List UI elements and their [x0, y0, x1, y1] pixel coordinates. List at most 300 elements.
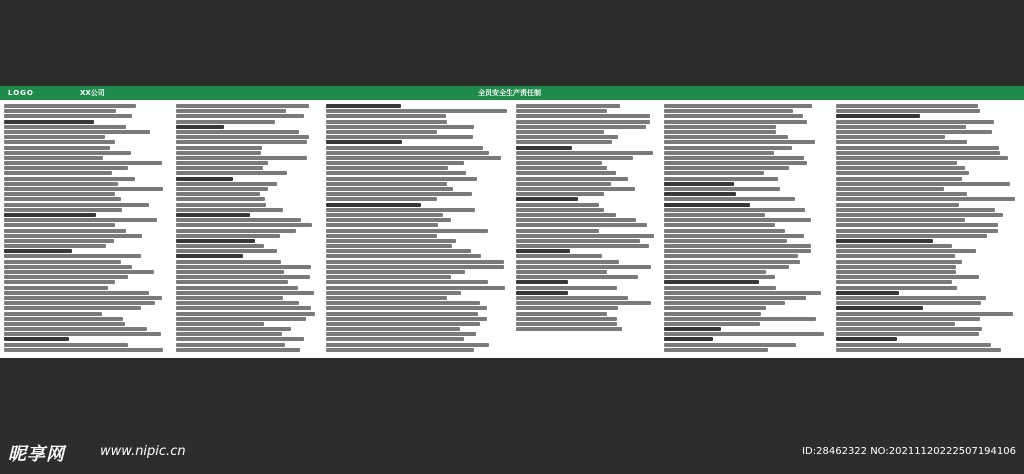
text-line — [664, 114, 803, 118]
text-line — [326, 177, 477, 181]
text-line — [4, 239, 114, 243]
text-line — [516, 197, 578, 201]
text-line — [176, 306, 311, 310]
text-line — [176, 197, 265, 201]
text-line — [516, 182, 611, 186]
text-line — [176, 234, 280, 238]
text-line — [326, 109, 507, 113]
text-line — [4, 286, 108, 290]
text-line — [4, 104, 136, 108]
text-line — [516, 151, 653, 155]
text-line — [4, 120, 94, 124]
text-line — [516, 223, 647, 227]
text-line — [516, 265, 651, 269]
text-line — [516, 156, 633, 160]
text-line — [664, 229, 785, 233]
text-line — [836, 312, 1013, 316]
text-line — [516, 322, 617, 326]
text-line — [836, 213, 1003, 217]
text-line — [836, 104, 978, 108]
text-line — [516, 146, 572, 150]
text-line — [176, 301, 299, 305]
text-line — [326, 306, 487, 310]
text-line — [326, 213, 443, 217]
text-line — [176, 187, 268, 191]
text-line — [516, 270, 607, 274]
text-line — [664, 312, 761, 316]
text-line — [4, 223, 115, 227]
text-line — [176, 291, 314, 295]
watermark-brand: 昵享网 — [8, 444, 65, 465]
text-line — [176, 192, 260, 196]
text-line — [176, 208, 283, 212]
text-line — [176, 203, 266, 207]
text-line — [176, 171, 287, 175]
text-line — [516, 291, 568, 295]
text-line — [516, 161, 602, 165]
text-line — [326, 280, 488, 284]
text-line — [326, 332, 476, 336]
text-line — [664, 104, 812, 108]
text-line — [4, 280, 115, 284]
text-line — [664, 120, 807, 124]
text-line — [836, 187, 944, 191]
text-line — [664, 146, 792, 150]
text-line — [516, 306, 618, 310]
text-line — [176, 218, 301, 222]
text-line — [176, 275, 310, 279]
text-line — [664, 208, 805, 212]
text-line — [176, 229, 296, 233]
text-line — [836, 223, 998, 227]
text-line — [664, 171, 764, 175]
watermark-id: ID:28462322 NO:20211120222507194106 — [802, 446, 1016, 457]
text-line — [326, 135, 473, 139]
text-line — [326, 182, 447, 186]
text-line — [4, 109, 116, 113]
text-line — [4, 312, 102, 316]
text-line — [176, 120, 275, 124]
text-line — [664, 182, 734, 186]
text-line — [664, 270, 766, 274]
text-line — [516, 213, 616, 217]
text-line — [516, 239, 640, 243]
text-line — [516, 171, 616, 175]
text-line — [176, 177, 233, 181]
text-line — [176, 244, 264, 248]
watermark-bar — [0, 434, 1024, 474]
text-line — [4, 130, 150, 134]
text-line — [664, 109, 793, 113]
text-line — [516, 296, 628, 300]
text-line — [326, 120, 447, 124]
text-line — [4, 332, 161, 336]
text-line — [664, 187, 780, 191]
text-line — [326, 265, 504, 269]
text-line — [516, 125, 646, 129]
text-line — [176, 296, 283, 300]
text-line — [836, 296, 986, 300]
text-line — [516, 109, 607, 113]
text-line — [4, 177, 135, 181]
text-line — [4, 327, 147, 331]
text-line — [836, 130, 992, 134]
text-line — [326, 156, 501, 160]
text-line — [326, 140, 402, 144]
text-line — [664, 239, 787, 243]
text-line — [4, 192, 115, 196]
text-line — [176, 280, 288, 284]
text-line — [664, 135, 788, 139]
text-line — [4, 146, 110, 150]
text-line — [4, 254, 141, 258]
text-line — [4, 125, 126, 129]
text-line — [836, 239, 933, 243]
text-line — [664, 177, 778, 181]
text-line — [664, 249, 811, 253]
text-line — [516, 192, 604, 196]
text-line — [326, 171, 466, 175]
text-line — [4, 337, 69, 341]
text-line — [4, 306, 141, 310]
text-line — [664, 337, 713, 341]
text-line — [516, 229, 599, 233]
text-line — [516, 234, 654, 238]
text-line — [836, 140, 967, 144]
text-line — [326, 343, 489, 347]
text-line — [176, 254, 243, 258]
text-line — [176, 332, 282, 336]
text-line — [4, 234, 142, 238]
text-line — [836, 234, 987, 238]
text-line — [176, 140, 307, 144]
text-line — [326, 146, 483, 150]
text-line — [176, 213, 250, 217]
text-line — [326, 104, 401, 108]
text-line — [4, 208, 122, 212]
text-line — [326, 125, 474, 129]
text-line — [326, 327, 460, 331]
text-line — [4, 322, 125, 326]
text-line — [516, 130, 604, 134]
text-line — [4, 166, 128, 170]
text-line — [836, 203, 959, 207]
text-line — [176, 161, 268, 165]
text-line — [4, 301, 155, 305]
text-line — [836, 244, 952, 248]
text-line — [836, 151, 1000, 155]
text-line — [4, 171, 112, 175]
text-line — [176, 146, 262, 150]
text-line — [836, 109, 980, 113]
text-line — [836, 218, 965, 222]
text-line — [664, 130, 776, 134]
text-line — [4, 161, 162, 165]
text-line — [4, 317, 123, 321]
text-line — [836, 270, 956, 274]
text-line — [4, 249, 72, 253]
text-column-1 — [4, 104, 164, 354]
text-line — [664, 254, 798, 258]
text-line — [176, 270, 284, 274]
text-line — [516, 280, 568, 284]
text-line — [4, 197, 121, 201]
text-line — [326, 161, 464, 165]
text-line — [836, 337, 897, 341]
text-line — [836, 301, 981, 305]
text-line — [516, 327, 622, 331]
text-line — [516, 254, 602, 258]
text-line — [664, 260, 800, 264]
text-line — [836, 249, 976, 253]
text-line — [664, 296, 806, 300]
text-line — [4, 348, 163, 352]
text-line — [516, 275, 638, 279]
text-column-6 — [836, 104, 1016, 354]
text-line — [836, 161, 957, 165]
text-line — [326, 322, 480, 326]
text-line — [836, 171, 969, 175]
text-line — [176, 109, 286, 113]
text-line — [326, 348, 474, 352]
text-line — [664, 203, 750, 207]
text-line — [4, 114, 132, 118]
text-line — [326, 254, 481, 258]
text-line — [836, 306, 923, 310]
text-line — [4, 291, 149, 295]
text-line — [176, 343, 285, 347]
text-line — [326, 296, 447, 300]
text-line — [664, 197, 795, 201]
text-line — [664, 140, 815, 144]
text-line — [516, 260, 619, 264]
logo-text: LOGO — [8, 89, 34, 97]
text-line — [176, 317, 306, 321]
text-line — [176, 260, 281, 264]
text-line — [176, 104, 309, 108]
text-line — [176, 114, 304, 118]
document-title: 全员安全生产责任制 — [478, 89, 541, 97]
text-line — [516, 218, 636, 222]
text-line — [4, 156, 103, 160]
text-line — [836, 280, 952, 284]
text-line — [516, 114, 650, 118]
text-line — [4, 151, 131, 155]
text-line — [664, 301, 785, 305]
text-line — [4, 213, 96, 217]
text-line — [176, 265, 311, 269]
text-line — [516, 249, 570, 253]
text-line — [664, 317, 816, 321]
text-line — [516, 208, 604, 212]
text-line — [326, 234, 437, 238]
text-line — [836, 166, 965, 170]
text-line — [326, 192, 472, 196]
header-bar — [0, 86, 1024, 100]
text-column-5 — [664, 104, 824, 354]
text-line — [176, 348, 300, 352]
text-line — [516, 317, 617, 321]
text-line — [4, 296, 162, 300]
text-line — [326, 166, 448, 170]
text-line — [836, 197, 1015, 201]
text-line — [516, 104, 620, 108]
text-line — [326, 260, 504, 264]
text-column-4 — [516, 104, 654, 354]
text-line — [176, 337, 304, 341]
text-line — [836, 146, 999, 150]
text-line — [836, 348, 1001, 352]
text-line — [836, 135, 945, 139]
text-line — [176, 125, 224, 129]
text-line — [664, 306, 766, 310]
text-line — [664, 161, 807, 165]
text-line — [326, 197, 437, 201]
text-line — [664, 332, 824, 336]
text-line — [664, 125, 776, 129]
text-line — [664, 327, 721, 331]
text-line — [326, 270, 465, 274]
text-line — [326, 151, 489, 155]
text-line — [176, 130, 299, 134]
text-line — [836, 120, 994, 124]
text-line — [326, 130, 437, 134]
text-line — [664, 234, 804, 238]
text-line — [836, 291, 899, 295]
text-line — [516, 312, 607, 316]
text-line — [664, 343, 796, 347]
text-line — [4, 270, 154, 274]
text-line — [836, 229, 998, 233]
text-line — [326, 203, 421, 207]
text-line — [326, 187, 453, 191]
text-line — [176, 166, 263, 170]
text-line — [176, 156, 307, 160]
text-line — [326, 208, 475, 212]
text-line — [836, 125, 966, 129]
text-line — [664, 151, 774, 155]
text-line — [664, 275, 775, 279]
text-line — [326, 244, 452, 248]
text-line — [664, 286, 776, 290]
text-line — [4, 218, 157, 222]
text-column-3 — [326, 104, 508, 354]
text-line — [326, 286, 505, 290]
text-line — [664, 213, 765, 217]
text-line — [836, 208, 995, 212]
text-line — [836, 286, 957, 290]
text-line — [516, 244, 649, 248]
text-line — [4, 260, 121, 264]
text-line — [664, 291, 821, 295]
text-line — [326, 229, 488, 233]
text-line — [516, 203, 599, 207]
responsibility-board — [0, 86, 1024, 358]
text-line — [176, 327, 291, 331]
text-line — [516, 140, 612, 144]
text-line — [836, 317, 980, 321]
text-line — [836, 275, 979, 279]
text-line — [836, 265, 956, 269]
text-line — [176, 239, 255, 243]
text-line — [4, 343, 128, 347]
text-line — [326, 218, 451, 222]
text-line — [664, 348, 768, 352]
text-line — [4, 229, 126, 233]
text-line — [664, 280, 759, 284]
text-line — [176, 151, 261, 155]
text-line — [664, 192, 736, 196]
text-line — [176, 286, 298, 290]
text-line — [516, 177, 628, 181]
text-line — [326, 291, 461, 295]
text-line — [326, 249, 471, 253]
text-line — [664, 156, 804, 160]
text-line — [326, 337, 464, 341]
text-line — [664, 322, 760, 326]
text-line — [326, 275, 451, 279]
text-line — [836, 182, 1010, 186]
text-line — [326, 301, 480, 305]
text-line — [516, 120, 650, 124]
text-line — [326, 312, 478, 316]
text-column-2 — [176, 104, 316, 354]
text-line — [4, 182, 118, 186]
text-line — [4, 187, 163, 191]
text-line — [836, 192, 967, 196]
text-line — [836, 156, 1008, 160]
text-line — [836, 177, 962, 181]
text-line — [664, 223, 775, 227]
text-line — [176, 312, 315, 316]
text-line — [664, 166, 789, 170]
text-line — [836, 322, 955, 326]
text-line — [4, 275, 128, 279]
watermark-url: www.nipic.cn — [100, 444, 186, 459]
text-line — [664, 244, 811, 248]
text-line — [836, 254, 955, 258]
text-line — [176, 223, 312, 227]
text-line — [176, 322, 264, 326]
text-line — [326, 114, 446, 118]
text-line — [176, 249, 277, 253]
text-line — [176, 182, 277, 186]
text-line — [516, 286, 617, 290]
text-line — [836, 260, 962, 264]
text-line — [4, 135, 105, 139]
text-line — [836, 327, 982, 331]
text-columns — [0, 102, 1024, 356]
text-line — [836, 332, 979, 336]
company-name: XX公司 — [80, 89, 105, 97]
text-line — [4, 244, 106, 248]
text-line — [516, 166, 607, 170]
text-line — [836, 343, 991, 347]
text-line — [326, 223, 438, 227]
text-line — [516, 187, 635, 191]
text-line — [326, 317, 487, 321]
text-line — [4, 203, 149, 207]
text-line — [836, 114, 920, 118]
text-line — [4, 265, 132, 269]
text-line — [176, 135, 309, 139]
text-line — [664, 218, 811, 222]
text-line — [4, 140, 115, 144]
text-line — [516, 135, 618, 139]
text-line — [326, 239, 456, 243]
text-line — [516, 301, 651, 305]
text-line — [664, 265, 789, 269]
